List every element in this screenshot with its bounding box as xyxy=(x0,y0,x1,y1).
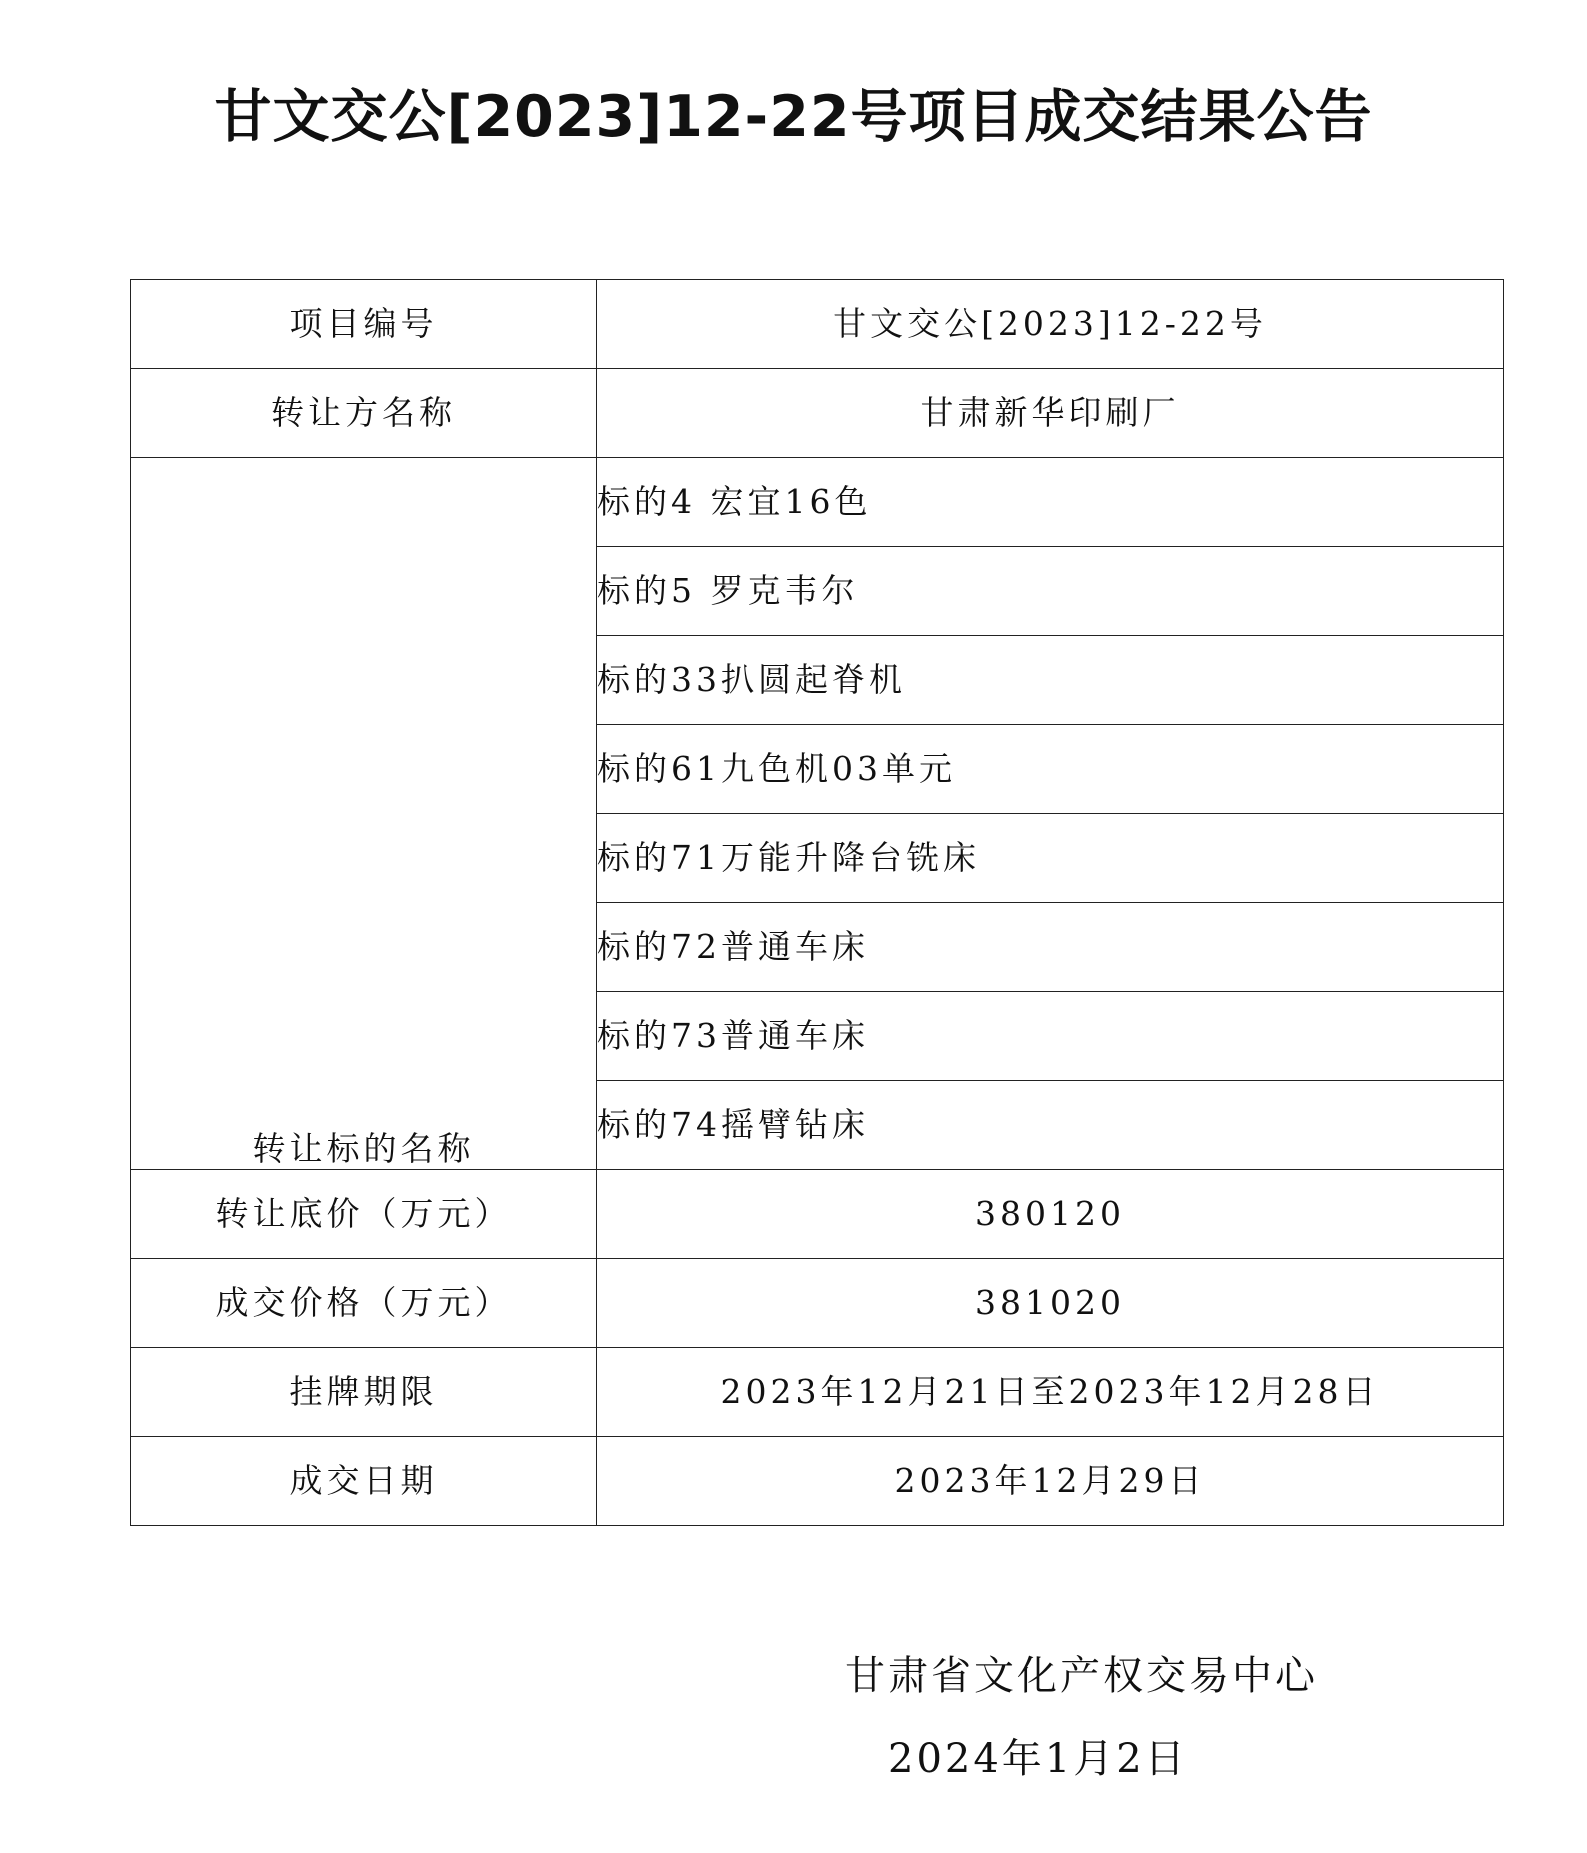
table-row-transferor xyxy=(131,369,1504,458)
table-row-deal-date xyxy=(131,1437,1504,1526)
issue-date: 2024年1月2日 xyxy=(888,1736,1188,1782)
transfer-item: 标的72普通车床 xyxy=(597,903,1504,992)
listing-period-value: 2023年12月21日至2023年12月28日 xyxy=(597,1348,1504,1437)
transfer-item: 标的61九色机03单元 xyxy=(597,725,1504,814)
deal-price-label: 成交价格（万元） xyxy=(131,1259,597,1348)
transfer-item: 标的74摇臂钻床 xyxy=(597,1081,1504,1170)
issuing-organization: 甘肃省文化产权交易中心 xyxy=(845,1653,1318,1699)
transfer-item: 标的73普通车床 xyxy=(597,992,1504,1081)
project-no-value: 甘文交公[2023]12-22号 xyxy=(597,280,1504,369)
table-row-base-price xyxy=(131,1170,1504,1259)
deal-date-label: 成交日期 xyxy=(131,1437,597,1526)
transfer-item: 标的71万能升降台铣床 xyxy=(597,814,1504,903)
transfer-item: 标的5 罗克韦尔 xyxy=(597,547,1504,636)
table-row-listing-period xyxy=(131,1348,1504,1437)
base-price-value: 380120 xyxy=(597,1170,1504,1259)
table-row-project-no xyxy=(131,280,1504,369)
table-row-item xyxy=(131,458,1504,547)
items-label: 转让标的名称 xyxy=(131,458,597,1170)
transferor-label: 转让方名称 xyxy=(131,369,597,458)
listing-period-label: 挂牌期限 xyxy=(131,1348,597,1437)
transferor-value: 甘肃新华印刷厂 xyxy=(597,369,1504,458)
transfer-item: 标的33扒圆起脊机 xyxy=(597,636,1504,725)
deal-date-value: 2023年12月29日 xyxy=(597,1437,1504,1526)
page-title: 甘文交公[2023]12-22号项目成交结果公告 xyxy=(214,84,1373,150)
project-no-label: 项目编号 xyxy=(131,280,597,369)
base-price-label: 转让底价（万元） xyxy=(131,1170,597,1259)
deal-price-value: 381020 xyxy=(597,1259,1504,1348)
transfer-item: 标的4 宏宜16色 xyxy=(597,458,1504,547)
result-table xyxy=(130,279,1504,1526)
table-row-deal-price xyxy=(131,1259,1504,1348)
